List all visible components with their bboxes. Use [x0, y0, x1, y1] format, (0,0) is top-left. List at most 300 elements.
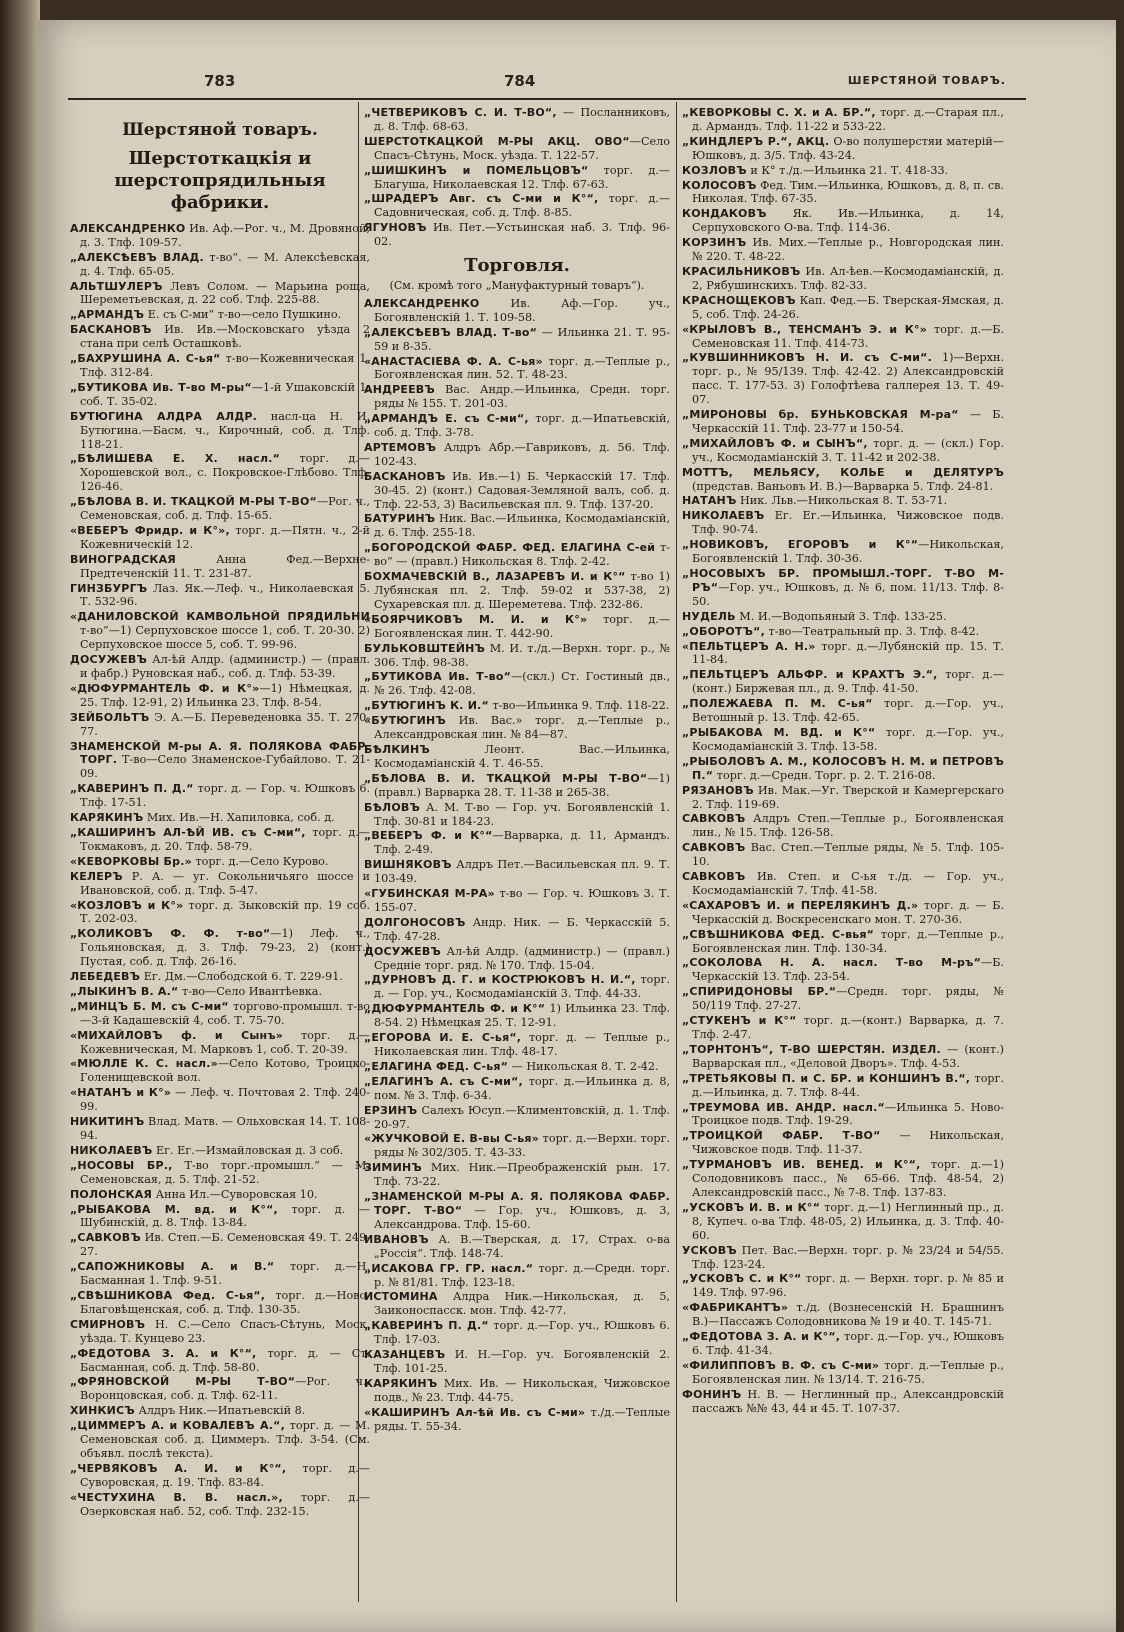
entry-name: ЛЕБЕДЕВЪ	[70, 970, 141, 984]
directory-entry	[364, 916, 670, 944]
entry-details: — Ильинка 21. Т. 95-59 и 8-35.	[374, 325, 670, 353]
entry-name: «ГУБИНСКАЯ М-РА»	[364, 887, 495, 901]
entry-details: Ив. Ив.—1) Б. Черкасскій 17. Тлф. 30-45. 2) (конт.) Садовая-Земляной валъ, соб. д. Тлф. 22-53, 3) Васильевская пл. 9. Тлф. 137-20.	[374, 469, 670, 511]
directory-entry	[70, 1231, 370, 1259]
entry-name: НИКОЛАЕВЪ	[682, 509, 765, 523]
directory-entry	[682, 1301, 1004, 1329]
cross-reference-note: (См. кромѣ того „Мануфактурный товаръ“).	[389, 278, 645, 292]
directory-entry	[364, 945, 670, 973]
subsection-title: Шерстоткацкія и шерстопрядильныя фабрики.	[114, 147, 326, 213]
entry-details: Ал-ѣй Алдр. (администр.) — (правл.) Средніе торг. ряд. № 170. Тлф. 15-04.	[374, 944, 670, 972]
entry-name: «НАТАНЪ и К°»	[70, 1086, 172, 1100]
entry-name: „ЕГОРОВА И. Е. С-ья“,	[364, 1031, 522, 1045]
entry-details: Мих. Ив. — Никольская, Чижовское подв., № 23. Тлф. 44-75.	[374, 1376, 670, 1404]
entry-details: Вас. Андр.—Ильинка, Средн. торг. ряды № 155. Т. 201-03.	[374, 383, 670, 411]
entry-name: КАРЯКИНЪ	[364, 1376, 438, 1390]
entry-name: МОТТЪ, МЕЛЬЯСУ, КОЛЬЕ и ДЕЛЯТУРЪ	[682, 465, 1004, 479]
entry-details: Анна Ил.—Суворовская 10.	[152, 1187, 318, 1201]
entry-details: Кап. Фед.—Б. Тверская-Ямская, д. 5, соб. Тлф. 24-26.	[692, 293, 1004, 321]
directory-entry	[70, 1375, 370, 1403]
directory-entry	[70, 985, 370, 999]
directory-entry	[70, 553, 370, 581]
directory-entry	[364, 326, 670, 354]
entry-details: —Варварка, д. 11, Армандъ. Тлф. 2-49.	[374, 829, 670, 857]
entry-details: 1) Ильинка 23. Тлф. 8-54. 2) Нѣмецкая 25. Т. 12-91.	[374, 1002, 670, 1030]
directory-entry	[70, 855, 370, 869]
running-header	[36, 72, 1116, 96]
entry-details: —Б. Черкасскій 13. Тлф. 23-54.	[692, 956, 1004, 984]
entry-details: Леонт. Вас.—Ильинка, Космодаміанскій 4. Т. 46-55.	[374, 742, 670, 770]
entry-name: «ДАНИЛОВСКОЙ КАМВОЛЬНОЙ ПРЯДИЛЬНИ	[70, 610, 370, 624]
entry-details: Ив. Аф.—Рог. ч., М. Дровяной, д. 3. Тлф. 109-57.	[80, 221, 370, 249]
entry-name: ГИНЗБУРГЪ	[70, 581, 148, 595]
directory-entry	[364, 297, 670, 325]
entry-details: торг. д. — Гор. ч. Юшковъ 6. Тлф. 17-51.	[80, 782, 370, 810]
entry-name: «ЧЕСТУХИНА В. В. насл.»,	[70, 1490, 283, 1504]
directory-entry	[682, 784, 1004, 812]
entry-details: торг. д. — Верхн. торг. р. № 85 и 149. Тлф. 97-96.	[692, 1272, 1004, 1300]
entry-name: ЕРЗИНЪ	[364, 1103, 418, 1117]
entry-name: НАТАНЪ	[682, 494, 737, 508]
entry-details: И. Н.—Гор. уч. Богоявленскій 2. Тлф. 101-25.	[374, 1348, 670, 1375]
entry-details: торг. д.—Село Курово.	[191, 854, 329, 868]
entry-details: Ив. Ив.—Московскаго уѣзда 2 стана при селѣ Осташковѣ.	[80, 323, 370, 351]
directory-entry	[682, 567, 1004, 609]
header-rule	[68, 98, 1026, 100]
directory-entry	[364, 1290, 670, 1318]
entry-details: торг. д.—Суворовская, д. 19. Тлф. 83-84.	[80, 1461, 370, 1489]
entry-details: — Никольская, Чижовское подв. Тлф. 11-37.	[692, 1129, 1004, 1157]
directory-entry	[364, 1406, 670, 1434]
entry-name: «ФИЛИППОВЪ В. Ф. съ С-ми»	[682, 1358, 880, 1372]
directory-entry	[70, 452, 370, 494]
entry-list	[364, 297, 670, 1434]
entry-details: торг. д.—Токмаковъ, д. 20. Тлф. 58-79.	[80, 825, 370, 853]
directory-entry	[682, 1388, 1004, 1416]
entry-details: Ив. Ал-ѣев.—Космодаміанскій, д. 2, Рябушинскихъ. Тлф. 82-33.	[692, 264, 1004, 292]
directory-entry	[682, 1129, 1004, 1157]
entry-details: — Леф. ч. Почтовая 2. Тлф. 240-99.	[80, 1086, 370, 1114]
entry-details: Ег. Ег.—Измайловская д. 3 соб.	[152, 1143, 344, 1157]
entry-name: „СТУКЕНЪ и К°“	[682, 1014, 797, 1028]
directory-entry	[364, 570, 670, 612]
entry-details: —Село Спасъ-Сѣтунь, Моск. уѣзда. Т. 122-57.	[374, 134, 670, 162]
entry-details: т-во“—1) Серпуховское шоссе 1, соб. Т. 20-30. 2) Серпуховское шоссе 5, соб. Т. 99-96.	[80, 624, 370, 652]
entry-details: Ег. Дм.—Слободской 6. Т. 229-91.	[140, 970, 343, 984]
directory-entry	[364, 743, 670, 771]
directory-entry	[682, 726, 1004, 754]
directory-entry	[70, 1419, 370, 1461]
directory-entry	[70, 1057, 370, 1085]
entry-name: „ШРАДЕРЪ Авг. съ С-ми и К°“,	[364, 192, 599, 206]
entry-name: «ВЕБЕРЪ Фридр. и К°»,	[70, 523, 230, 537]
directory-entry	[70, 740, 370, 782]
entry-details: Влад. Матв. — Ольховская 14. Т. 108-94.	[80, 1115, 370, 1142]
entry-name: „ОБОРОТЪ“,	[682, 624, 765, 638]
directory-entry	[682, 509, 1004, 537]
entry-name: ИСТОМИНА	[364, 1290, 438, 1304]
entry-name: „ИСАКОВА ГР. ГР. насл.“	[364, 1261, 534, 1275]
entry-details: торг. д.—Озерковская наб. 52, соб. Тлф. 232-15.	[80, 1490, 370, 1518]
entry-details: торг. д.—(конт.) Биржевая пл., д. 9. Тлф. 41-50.	[692, 668, 1004, 696]
directory-entry	[364, 1233, 670, 1261]
entry-name: ЗНАМЕНСКОЙ М-ры А. Я. ПОЛЯКОВА ФАБР. ТОРГ.	[70, 739, 370, 767]
entry-details: М. И. т./д.—Верхн. торг. р., № 306. Тлф. 98-38.	[374, 641, 670, 669]
directory-entry	[364, 1060, 670, 1074]
directory-entry	[682, 1359, 1004, 1387]
entry-name: БѢЛОВЪ	[364, 800, 421, 814]
entry-name: БУЛЬКОВШТЕЙНЪ	[364, 641, 486, 655]
entry-details: Лаз. Як.—Леф. ч., Николаевская 5. Т. 532-96.	[80, 581, 370, 609]
directory-entry	[364, 106, 670, 134]
directory-entry	[70, 870, 370, 898]
entry-details: т-во 1) Лубянская пл. 2. Тлф. 59-02 и 537-38, 2) Сухаревская пл. д. Шереметева. Тлф. 232-86.	[374, 570, 670, 611]
column-3	[682, 106, 1004, 1596]
entry-details: Ив. Вас.» торг. д.—Теплые р., Александровская лин. № 84—87.	[374, 714, 670, 742]
entry-details: А. В.—Тверская, д. 17, Страх. о-ва „Россія“. Тлф. 148-74.	[374, 1232, 670, 1260]
entry-name: „ТОРНТОНЪ“, Т-ВО ШЕРСТЯН. ИЗДЕЛ.	[682, 1042, 941, 1056]
entry-name: „ФЕДОТОВА З. А. и К°“,	[70, 1346, 257, 1360]
running-title: ШЕРСТЯНОЙ ТОВАРЪ.	[847, 74, 1006, 87]
directory-entry	[682, 1272, 1004, 1300]
directory-entry	[70, 323, 370, 351]
entry-list	[682, 106, 1004, 1415]
directory-entry	[682, 625, 1004, 639]
directory-entry	[364, 887, 670, 915]
entry-details: торг. д.—Ильинка, д. 7. Тлф. 8-44.	[692, 1071, 1004, 1099]
entry-name: „РЫБОЛОВЪ А. М., КОЛОСОВЪ Н. М. и ПЕТРОВЪ П.“	[682, 754, 1004, 782]
directory-entry	[682, 179, 1004, 207]
directory-entry	[682, 668, 1004, 696]
entry-name: „РЫБАКОВА М. ВД. и К°“	[682, 725, 876, 739]
entry-name: ДОЛГОНОСОВЪ	[364, 915, 466, 929]
entry-details: Пет. Вас.—Верхн. торг. р. № 23/24 и 54/55. Тлф. 123-24.	[692, 1243, 1004, 1271]
entry-details: торг. д. — Гор. уч., Космодаміанскій 3. Тлф. 44-33.	[374, 973, 670, 1001]
entry-details: Алдръ Пет.—Васильевская пл. 9. Т. 103-49.	[374, 858, 670, 886]
entry-details: торг. д.—1) Солодовниковъ пасс., № 65-66. Тлф. 48-54, 2) Александровскій пасс., № 7-8. Тлф. 137-83.	[692, 1158, 1004, 1199]
entry-details: Вас. Степ.—Теплые ряды, № 5. Тлф. 105-10.	[692, 841, 1004, 869]
entry-name: «ФАБРИКАНТЪ»	[682, 1301, 789, 1315]
entry-details: — Посланниковъ, д. 8. Тлф. 68-63.	[374, 106, 670, 133]
entry-details: торг. д.—Ильинка д. 8, пом. № 3. Тлф. 6-34.	[374, 1074, 670, 1102]
entry-name: „СОКОЛОВА Н. А. насл. Т-во М-ръ“	[682, 956, 982, 970]
directory-entry	[682, 1101, 1004, 1129]
column-2	[364, 106, 670, 1596]
entry-details: торг. д.—Ново-Благовѣщенская, соб. д. Тлф. 130-35.	[80, 1288, 370, 1316]
entry-name: „МИНЦЪ Б. М. съ С-ми“	[70, 999, 229, 1013]
directory-entry	[682, 956, 1004, 984]
directory-entry	[70, 811, 370, 825]
entry-details: Мих. Ив.—Н. Хапиловка, соб. д.	[143, 811, 335, 825]
directory-entry	[70, 381, 370, 409]
directory-entry	[364, 221, 670, 249]
entry-name: „СВѢШНИКОВА Фед. С-ья“,	[70, 1288, 266, 1302]
entry-name: „ТУРМАНОВЪ ИВ. ВЕНЕД. и К°“,	[682, 1158, 921, 1172]
entry-details: торг. д. — Ст. Басманная, соб. д. Тлф. 58-80.	[80, 1346, 370, 1374]
entry-name: „КАШИРИНЪ АЛ-ѢЙ ИВ. съ С-ми“,	[70, 825, 306, 839]
entry-name: АНДРЕЕВЪ	[364, 383, 435, 397]
directory-entry	[682, 1014, 1004, 1042]
entry-details: —1) Леф. ч., Гольяновская, д. 3. Тлф. 79-23, 2) (конт.) Пустая, соб. д. Тлф. 26-16.	[80, 927, 370, 969]
entry-list	[70, 222, 370, 1519]
entry-details: Т-во торг.-промышл.“ — М. Семеновская, д. 5. Тлф. 21-52.	[80, 1158, 370, 1186]
entry-details: —1) Нѣмецкая, д. 25. Тлф. 12-91, 2) Ильинка 23. Тлф. 8-54.	[80, 681, 370, 709]
entry-details: т-во — Гор. ч. Юшковъ 3. Т. 155-07.	[374, 887, 670, 914]
directory-entry	[364, 192, 670, 220]
entry-name: «КАШИРИНЪ Ал-ѣй Ив. съ С-ми»	[364, 1405, 586, 1419]
entry-details: Ив. Степ.—Б. Семеновская 49. Т. 249-27.	[80, 1231, 370, 1259]
entry-details: торг. д.—Теплые р., Богоявленская лин. Тлф. 130-34.	[692, 927, 1004, 955]
entry-name: «АНАСТАСІЕВА Ф. А. С-ья»	[364, 354, 543, 368]
section-title: Торговля.	[464, 255, 570, 277]
entry-name: БОХМАЧЕВСКІЙ В., ЛАЗАРЕВЪ И. и К°“	[364, 570, 626, 584]
entry-name: «ДЮФУРМАНТЕЛЬ Ф. и К°»	[70, 681, 260, 695]
entry-name: ХИНКИСЪ	[70, 1404, 135, 1418]
entry-details: Т-во—Село Знаменское-Губайлово. Т. 21-09.	[80, 753, 370, 781]
entry-name: „ШИШКИНЪ и ПОМЕЛЬЦОВЪ“	[364, 163, 589, 177]
entry-details: торг. д. Зыковскій пр. 19 соб. Т. 202-03.	[80, 898, 370, 926]
entry-details: торг. д.—Б. Семеновская 11. Тлф. 414-73.	[692, 322, 1004, 350]
directory-entry	[364, 714, 670, 742]
directory-entry	[70, 1159, 370, 1187]
directory-entry	[364, 1161, 670, 1189]
entry-name: „САПОЖНИКОВЫ А. и В.“	[70, 1260, 275, 1274]
entry-name: «КЕВОРКОВЫ Бр.»	[70, 854, 192, 868]
entry-details: т./д. (Вознесенскій Н. Брашнинъ В.)—Пассажъ Солодовникова № 19 и 40. Т. 145-71.	[692, 1301, 1004, 1329]
entry-name: НУДЕЛЬ	[682, 609, 736, 623]
entry-details: —Гор. уч., Юшковъ, д. № 6, пом. 11/13. Тлф. 8-50.	[692, 580, 1004, 608]
entry-details: торг. д.—Старая пл., д. Армандъ. Тлф. 11-22 и 533-22.	[692, 106, 1004, 133]
directory-entry	[364, 1190, 670, 1232]
entry-name: РЯЗАНОВЪ	[682, 783, 754, 797]
directory-entry	[682, 928, 1004, 956]
entry-details: Ник. Вас.—Ильинка, Космодаміанскій, д. 6. Тлф. 255-18.	[374, 512, 670, 540]
entry-name: «ПЕЛЬТЦЕРЪ А. Н.»	[682, 639, 816, 653]
entry-details: Э. А.—Б. Переведеновка 35. Т. 270-77.	[80, 710, 370, 738]
entry-name: «БУТЮГИНЪ	[364, 714, 446, 728]
directory-entry	[364, 541, 670, 569]
directory-entry	[364, 135, 670, 163]
entry-details: —Рог. ч., Семеновская, соб. д. Тлф. 15-65.	[80, 495, 370, 523]
entry-name: „БѢЛОВА В. И. ТКАЦКОЙ М-РЫ Т-ВО“	[70, 495, 317, 509]
entry-details: — (конт.) Варварская пл., «Деловой Дворъ». Тлф. 4-53.	[692, 1042, 1004, 1070]
page-number-left: 783	[204, 72, 236, 90]
entry-details: торг. д.—1) Неглинный пр., д. 8, Купеч. о-ва Тлф. 48-05, 2) Ильинка, д. 3. Тлф. 40-60.	[692, 1200, 1004, 1242]
entry-details: Салехъ Юсуп.—Климентовскій, д. 1. Тлф. 20-97.	[374, 1103, 670, 1131]
directory-entry	[682, 106, 1004, 134]
book-page	[36, 20, 1116, 1632]
entry-name: БѢЛКИНЪ	[364, 742, 430, 756]
entry-name: „АРМАНДЪ	[70, 308, 145, 322]
entry-name: КРАСНОЩЕКОВЪ	[682, 293, 796, 307]
entry-name: „УСКОВЪ С. и К°“	[682, 1272, 802, 1286]
entry-details: М. И.—Водопьяный 3. Тлф. 133-25.	[735, 609, 947, 623]
entry-name: «КРЫЛОВЪ В., ТЕНСМАНЪ Э. и К°»	[682, 322, 927, 336]
entry-name: „ДЮФУРМАНТЕЛЬ Ф. и К°“	[364, 1002, 546, 1016]
directory-entry	[364, 1075, 670, 1103]
directory-entry	[70, 1347, 370, 1375]
entry-details: т-во—Кожевническая 1. Тлф. 312-84.	[80, 352, 370, 379]
entry-details: Ив. Аф.—Гор. уч., Богоявленскій 1. Т. 109-58.	[374, 296, 670, 324]
entry-name: „БОГОРОДСКОЙ ФАБР. ФЕД. ЕЛАГИНА С-ей	[364, 541, 656, 555]
entry-name: „ПЕЛЬТЦЕРЪ АЛЬФР. и КРАХТЪ Э.“,	[682, 668, 938, 682]
directory-entry	[364, 858, 670, 886]
entry-name: САВКОВЪ	[682, 841, 746, 855]
directory-entry	[364, 1319, 670, 1347]
directory-entry	[682, 812, 1004, 840]
entry-name: „ЦИММЕРЪ А. и КОВАЛЕВЪ А.“,	[70, 1419, 285, 1433]
entry-details: и К° т./д.—Ильинка 21. Т. 418-33.	[746, 163, 949, 177]
entry-name: „КЕВОРКОВЫ С. Х. и А. БР.“,	[682, 106, 876, 119]
entry-name: „МИХАЙЛОВЪ Ф. и СЫНЪ“,	[682, 436, 868, 450]
entry-name: ЗИМИНЪ	[364, 1161, 422, 1175]
entry-details: —(скл.) Ст. Гостиный дв., № 26. Тлф. 42-08.	[374, 670, 670, 698]
entry-details: 1)—Верхн. торг. р., № 95/139. Тлф. 42-42. 2) Александровскій пасс. Т. 177-53. 3) Голофтѣева галлерея 13. Т. 49-07.	[692, 351, 1004, 407]
entry-details: —Средн. торг. ряды, № 50/119 Тлф. 27-27.	[692, 985, 1004, 1013]
column-1	[70, 106, 370, 1596]
directory-entry	[70, 899, 370, 927]
entry-details: Ал-ѣй Алдр. (администр.) — (правл. и фабр.) Руновская наб., соб. д. Тлф. 53-39.	[80, 653, 370, 680]
entry-details: торг. д.—Н. Басманная 1. Тлф. 9-51.	[80, 1260, 370, 1288]
directory-entry	[364, 383, 670, 411]
directory-entry	[682, 437, 1004, 465]
entry-name: „АЛЕКСѢЕВЪ ВЛАД.	[70, 250, 204, 264]
directory-entry	[70, 711, 370, 739]
directory-entry	[364, 470, 670, 512]
directory-entry	[364, 1262, 670, 1290]
directory-entry	[682, 494, 1004, 508]
entry-name: АРТЕМОВЪ	[364, 440, 437, 454]
directory-entry	[70, 1318, 370, 1346]
entry-name: „ПОЛЕЖАЕВА П. М. С-ья“	[682, 697, 873, 711]
directory-entry	[70, 1144, 370, 1158]
entry-details: —Село Котово, Троицко-Голенищевской вол.	[80, 1057, 370, 1085]
directory-entry	[364, 801, 670, 829]
entry-details: Ег. Ег.—Ильинка, Чижовское подв. Тлф. 90-74.	[692, 509, 1004, 537]
directory-entry	[70, 582, 370, 610]
directory-entry	[70, 782, 370, 810]
directory-entry	[70, 280, 370, 308]
entry-details: Алдра Ник.—Никольская, д. 5, Заиконоспасск. мон. Тлф. 42-77.	[374, 1290, 670, 1318]
entry-name: САВКОВЪ	[682, 812, 746, 826]
directory-entry	[364, 1031, 670, 1059]
entry-name: „БУТИКОВА Ив. Т-во“	[364, 670, 512, 684]
directory-entry	[70, 1289, 370, 1317]
directory-entry	[682, 1072, 1004, 1100]
entry-details: Н. С.—Село Спасъ-Сѣтунь, Моск. уѣзда. Т. Кунцево 23.	[80, 1317, 370, 1345]
entry-name: ДОСУЖЕВЪ	[364, 944, 441, 958]
entry-name: ВИШНЯКОВЪ	[364, 858, 452, 872]
directory-entry	[70, 1000, 370, 1028]
entry-name: „ТРЕУМОВА ИВ. АНДР. насл.“	[682, 1100, 885, 1114]
directory-entry	[682, 697, 1004, 725]
entry-name: НИКОЛАЕВЪ	[70, 1143, 153, 1157]
entry-details: (представ. Ваньовъ И. В.)—Варварка 5. Тлф. 24-81.	[692, 479, 994, 493]
directory-entry	[364, 642, 670, 670]
entry-name: САВКОВЪ	[682, 870, 746, 884]
entry-name: „САВКОВЪ	[70, 1231, 141, 1245]
directory-entry	[364, 441, 670, 469]
entry-details: торг. д.—Лубянскій пр. 15. Т. 11-84.	[692, 639, 1004, 667]
directory-entry	[682, 236, 1004, 264]
entry-details: торг. д.—Кожевническая, М. Марковъ 1, соб. Т. 20-39.	[80, 1028, 370, 1056]
entry-name: „НОСОВЫХЪ БР. ПРОМЫШЛ.-ТОРГ. Т-ВО М-РЪ“	[682, 567, 1004, 594]
entry-name: ФОНИНЪ	[682, 1387, 742, 1401]
book-spine	[0, 0, 40, 1632]
entry-name: „ФРЯНОВСКОЙ М-РЫ Т-ВО“	[70, 1375, 296, 1389]
entry-name: БАТУРИНЪ	[364, 512, 436, 526]
entry-details: Як. Ив.—Ильинка, д. 14, Серпуховского О-ва. Тлф. 114-36.	[692, 207, 1004, 235]
entry-details: Левъ Солом. — Марьина роща, Шереметьевская, д. 22 соб. Тлф. 225-88.	[80, 279, 370, 307]
entry-details: торг. д.—Ипатьевскій, соб. д. Тлф. 3-78.	[374, 412, 670, 440]
entry-details: —1) (правл.) Варварка 28. Т. 11-38 и 265-38.	[374, 771, 670, 799]
entry-name: „КИНДЛЕРЪ Р.“, АКЦ.	[682, 134, 830, 148]
entry-details: торг. д.—Садовническая, соб. д. Тлф. 8-85.	[374, 192, 670, 220]
entry-details: торг. д. — Шубинскій, д. 8. Тлф. 13-84.	[80, 1202, 370, 1230]
entry-details: т-во“. — М. Алексѣевская, д. 4. Тлф. 65-05.	[80, 250, 370, 278]
entry-details: торг. д. — (скл.) Гор. уч., Космодаміанскій 3. Т. 11-42 и 202-38.	[692, 436, 1004, 464]
entry-details: торг. д.—Верхн. торг. ряды № 302/305. Т. 43-33.	[374, 1132, 670, 1160]
entry-details: —1-й Ушаковскій 1, соб. Т. 35-02.	[80, 380, 370, 408]
entry-details: Андр. Ник. — Б. Черкасскій 5. Тлф. 47-28.	[374, 915, 670, 943]
entry-name: «БОЯРЧИКОВЪ М. И. и К°»	[364, 612, 588, 626]
directory-entry	[70, 352, 370, 380]
entry-details: Н. В. — Неглинный пр., Александровскій пассажъ №№ 43, 44 и 45. Т. 107-37.	[692, 1387, 1004, 1415]
entry-name: КОРЗИНЪ	[682, 236, 747, 250]
entry-details: — Б. Черкасскій 11. Тлф. 23-77 и 150-54.	[692, 408, 1004, 435]
entry-details: насл-ца Н. И. Бутюгина.—Басм. ч., Кирочный, соб. д. Тлф. 118-21.	[80, 409, 370, 451]
directory-entry	[682, 538, 1004, 566]
entry-name: ПОЛОНСКАЯ	[70, 1187, 153, 1201]
entry-details: торг. д. — Б. Черкасскій д. Воскресенскаго мон. Т. 270-36.	[692, 898, 1004, 926]
entry-details: —Ильинка 5. Ново-Троицкое подв. Тлф. 19-29.	[692, 1100, 1004, 1128]
entry-details: торг. д.—Гор. уч., Юшковъ 6. Тлф. 41-34.	[692, 1330, 1004, 1357]
directory-entry	[364, 772, 670, 800]
entry-details: Ив. Степ. и С-ья т./д. — Гор. уч., Космодаміанскій 7. Тлф. 41-58.	[692, 870, 1004, 897]
entry-name: ЗЕЙБОЛЬТЪ	[70, 710, 150, 724]
entry-name: „ФЕДОТОВА З. А. и К°“,	[682, 1330, 841, 1344]
entry-name: КЕЛЕРЪ	[70, 869, 123, 883]
entry-details: Алдръ Ник.—Ипатьевскій 8.	[134, 1404, 306, 1418]
directory-entry	[70, 524, 370, 552]
entry-name: БАСКАНОВЪ	[70, 323, 152, 337]
directory-entry	[682, 841, 1004, 869]
entry-name: „БУТИКОВА Ив. Т-во М-ры“	[70, 380, 252, 394]
directory-entry	[364, 613, 670, 641]
directory-entry	[682, 466, 1004, 494]
entry-name: БУТЮГИНА АЛДРА АЛДР.	[70, 409, 257, 423]
entry-name: ЯГУНОВЪ	[364, 221, 427, 235]
entry-name: „ЕЛАГИНЪ А. съ С-ми“,	[364, 1074, 523, 1088]
entry-details: — Никольская 8. Т. 2-42.	[508, 1059, 659, 1073]
entry-name: БАСКАНОВЪ	[364, 469, 446, 483]
entry-name: „БАХРУШИНА А. С-ья“	[70, 352, 221, 366]
entry-name: НИКИТИНЪ	[70, 1115, 145, 1129]
entry-name: СМИРНОВЪ	[70, 1317, 146, 1331]
entry-name: „КАВЕРИНЪ П. Д.“	[364, 1319, 489, 1333]
entry-details: торг. д. — М. Семеновская соб. д. Циммеръ. Тлф. 3-54. (См. объявл. послѣ текста).	[80, 1419, 370, 1460]
entry-name: „ТРЕТЬЯКОВЫ П. и С. БР. и КОНШИНЪ В.“,	[682, 1071, 971, 1085]
entry-name: „ДУРНОВЪ Д. Г. и КОСТРЮКОВЪ Н. И.“,	[364, 973, 636, 987]
entry-details: О-во полушерстяи матерій—Юшковъ, д. 3/5. Тлф. 43-24.	[692, 134, 1004, 162]
entry-name: „АЛЕКСѢЕВЪ ВЛАД. Т-во“	[364, 325, 538, 339]
entry-name: АЛЕКСАНДРЕНКО	[364, 296, 480, 310]
entry-details: торг. д.—Хорошевской вол., с. Покровское-Глѣбово. Тлф. 126-46.	[80, 452, 370, 494]
entry-name: „СВѢШНИКОВА ФЕД. С-вья“	[682, 927, 875, 941]
directory-entry	[682, 985, 1004, 1013]
directory-entry	[70, 222, 370, 250]
entry-details: —Рог. ч., Воронцовская, соб. д. Тлф. 62-11.	[80, 1375, 370, 1403]
